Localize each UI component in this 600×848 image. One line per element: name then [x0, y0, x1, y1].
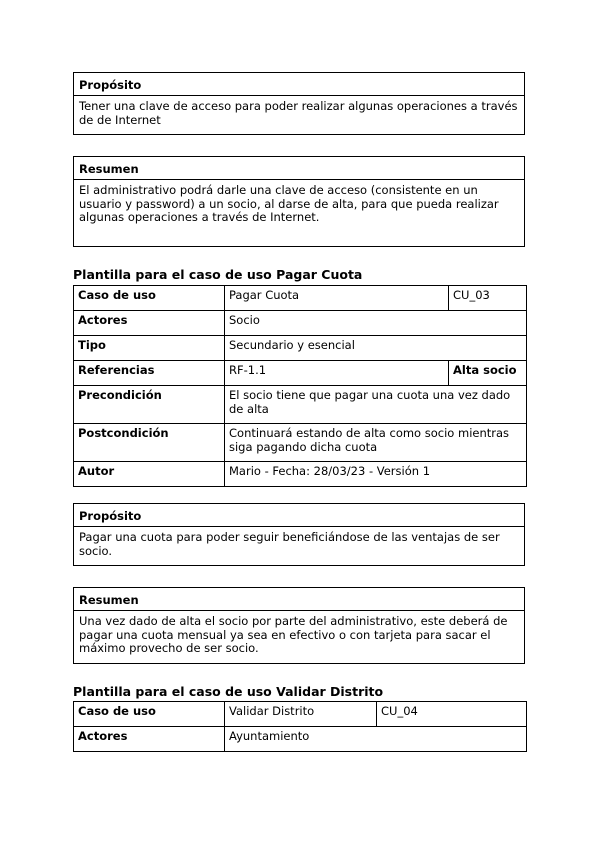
- use-case-code: CU_04: [377, 702, 527, 727]
- row-value: Pagar Cuota: [225, 286, 449, 311]
- row-label: Tipo: [74, 336, 225, 361]
- row-label: Caso de uso: [74, 286, 225, 311]
- section-title-pagar-cuota: Plantilla para el caso de uso Pagar Cuota: [73, 267, 363, 282]
- table-row: [74, 386, 527, 424]
- table-row: [74, 361, 527, 386]
- row-label: Autor: [74, 462, 225, 487]
- summary-text: El administrativo podrá darle una clave de acceso (consistente en un usuario y password) a un socio, al darse de alta, para que pueda realizar algunas operaciones a través de Internet.: [79, 183, 499, 224]
- row-label: Caso de uso: [74, 702, 225, 727]
- reference-extra: Alta socio: [449, 361, 527, 386]
- summary-heading: Resumen: [74, 588, 524, 611]
- purpose-text: Pagar una cuota para poder seguir beneficiándose de las ventajas de ser socio.: [79, 530, 500, 558]
- row-value: RF-1.1: [225, 361, 449, 386]
- row-label: Precondición: [74, 386, 225, 424]
- purpose-text: Tener una clave de acceso para poder realizar algunas operaciones a través de de Internet: [79, 99, 518, 127]
- row-value: Secundario y esencial: [225, 336, 527, 361]
- use-case-table-pagar-cuota: [73, 285, 527, 487]
- purpose-box-2: [73, 503, 525, 566]
- summary-heading: Resumen: [74, 157, 524, 180]
- use-case-code: CU_03: [449, 286, 527, 311]
- table-row: [74, 462, 527, 487]
- table-row: [74, 424, 527, 462]
- summary-box-2: [73, 587, 525, 664]
- row-value: Validar Distrito: [225, 702, 377, 727]
- row-label: Actores: [74, 311, 225, 336]
- row-label: Actores: [74, 727, 225, 752]
- row-value: Mario - Fecha: 28/03/23 - Versión 1: [225, 462, 527, 487]
- use-case-table-validar-distrito: [73, 701, 527, 752]
- purpose-box-1: [73, 72, 525, 135]
- section-title-validar-distrito: Plantilla para el caso de uso Validar Distrito: [73, 684, 384, 699]
- row-value: Ayuntamiento: [225, 727, 527, 752]
- table-row: [74, 336, 527, 361]
- summary-box-1: [73, 156, 525, 247]
- table-row: [74, 727, 527, 752]
- table-row: [74, 311, 527, 336]
- table-row: [74, 702, 527, 727]
- row-value: Socio: [225, 311, 527, 336]
- purpose-heading: Propósito: [74, 73, 524, 96]
- summary-text: Una vez dado de alta el socio por parte del administrativo, este deberá de pagar una cuota mensual ya sea en efectivo o con tarjeta para sacar el máximo provecho de ser socio.: [79, 614, 508, 655]
- row-value: Continuará estando de alta como socio mientras siga pagando dicha cuota: [225, 424, 527, 462]
- purpose-heading: Propósito: [74, 504, 524, 527]
- row-value: El socio tiene que pagar una cuota una vez dado de alta: [225, 386, 527, 424]
- table-row: [74, 286, 527, 311]
- row-label: Postcondición: [74, 424, 225, 462]
- row-label: Referencias: [74, 361, 225, 386]
